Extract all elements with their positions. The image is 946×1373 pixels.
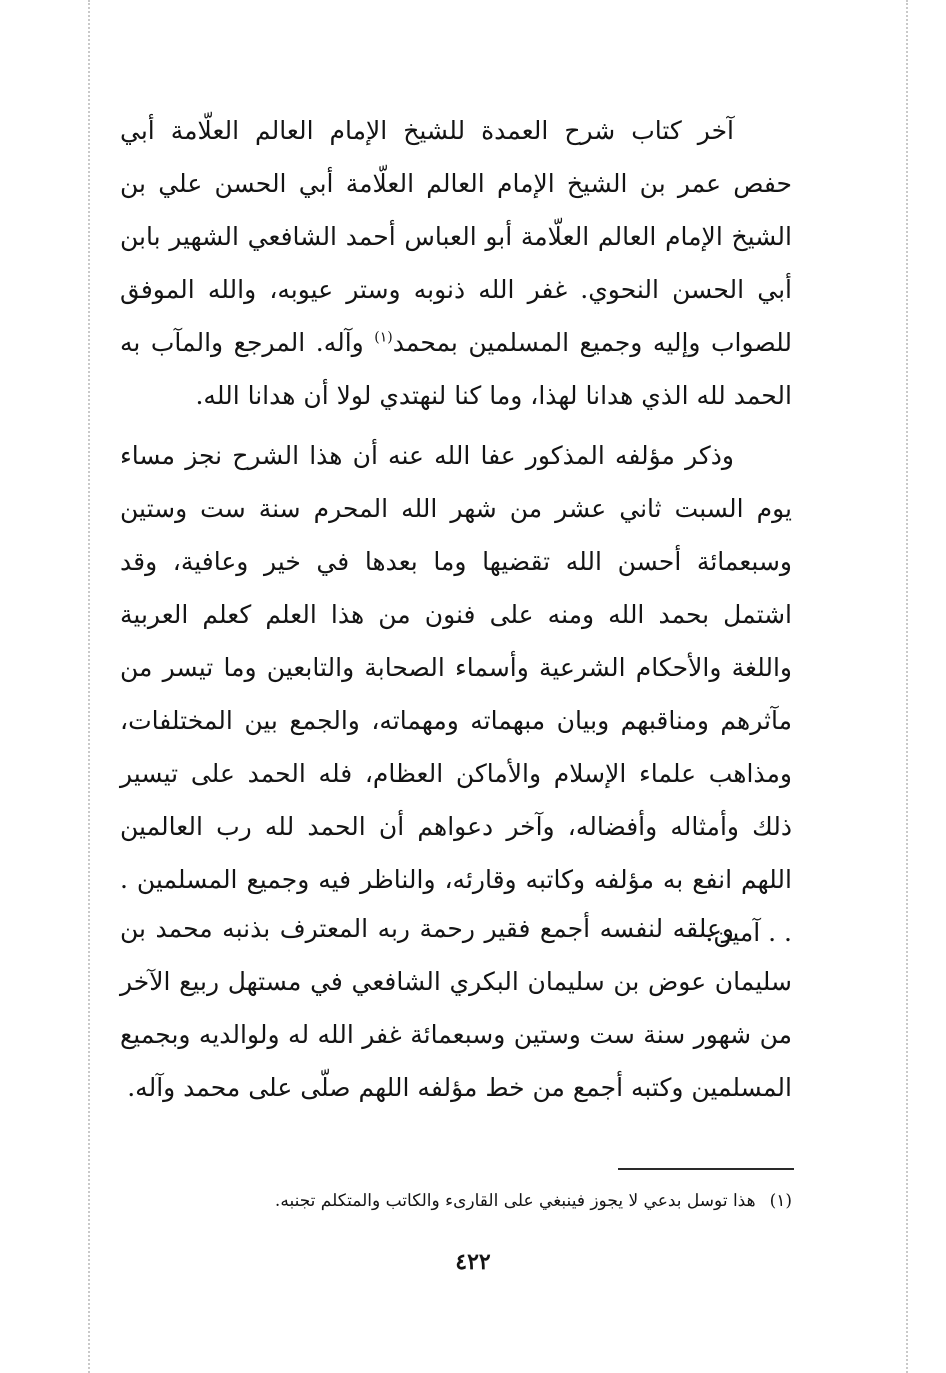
right-margin-guide: [906, 0, 908, 1373]
paragraph-text: وذكر مؤلفه المذكور عفا الله عنه أن هذا الشرح نجز مساء يوم السبت ثاني عشر من شهر الله المحرم سنة ست وستين وسبعمائة أحسن الله تقضيها وما بعدها في خير وعافية، وقد اشتمل بحمد الله ومنه على فنون من هذا العلم كعلم العربية واللغة والأحكام الشرعية وأسماء الصحابة والتابعين وما تيسر من مآثرهم ومناقبهم وبيان مبهماته ومهماته، والجمع بين المختلفات، ومذاهب علماء الإسلام والأماكن العظام، فله الحمد على تيسير ذلك وأمثاله وأفضاله، وآخر دعواهم أن الحمد لله رب العالمين اللهم انفع به مؤلفه وكاتبه وقارئه، والناظر فيه وجميع المسلمين . . . آمين.: [120, 441, 792, 947]
footnote-separator: [618, 1168, 794, 1170]
colophon-paragraph-3: [120, 902, 792, 1114]
paragraph-text-part: وآله. المرجع والمآب به الحمد لله الذي هدانا لهذا، وما كنا لنهتدي لولا أن هدانا الله.: [120, 328, 792, 410]
left-margin-guide: [88, 0, 90, 1373]
page-number: ٤٢٢: [455, 1249, 491, 1275]
colophon-paragraph-2: [120, 429, 792, 959]
footnote: [120, 1186, 792, 1216]
paragraph-text: وعلقه لنفسه أجمع فقير رحمة ربه المعترف بذنبه محمد بن سليمان عوض بن سليمان البكري الشافعي في مستهل ربيع الآخر من شهور سنة ست وستين وسبعمائة غفر الله له ولوالديه وبجميع المسلمين وكتبه أجمع من خط مؤلفه اللهم صلّى على محمد وآله.: [120, 914, 792, 1102]
colophon-paragraph-1: [120, 104, 792, 422]
paragraph-text: [120, 104, 792, 422]
paragraph-text-part: آخر كتاب شرح العمدة للشيخ الإمام العالم العلّامة أبي حفص عمر بن الشيخ الإمام العالم العلّامة أبي الحسن علي بن الشيخ الإمام العالم العلّامة أبو العباس أحمد الشافعي الشهير بابن أبي الحسن النحوي. غفر الله ذنوبه وستر عيوبه، والله الموفق للصواب وإليه وجميع المسلمين بمحمد: [120, 116, 792, 357]
footnote-reference: (١): [374, 329, 393, 346]
footnote-marker: (١): [769, 1191, 792, 1211]
footnote-text: هذا توسل بدعي لا يجوز فينبغي على القارىء والكاتب والمتكلم تجنبه.: [274, 1191, 756, 1211]
